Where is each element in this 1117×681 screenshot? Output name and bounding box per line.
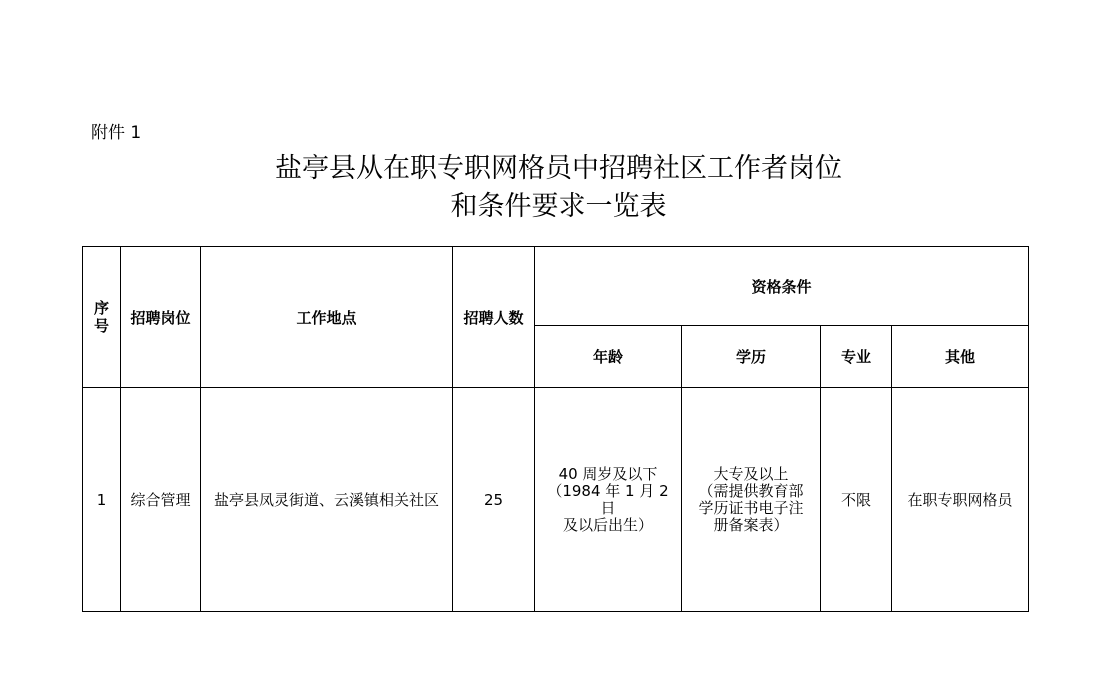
- header-age: 年龄: [535, 326, 682, 388]
- header-seq: [83, 247, 121, 388]
- header-position: 招聘岗位: [121, 247, 201, 388]
- header-qualifications: 资格条件: [535, 247, 1029, 326]
- cell-location: 盐亭县凤灵街道、云溪镇相关社区: [201, 388, 453, 612]
- table-row: [83, 388, 1029, 612]
- header-major: 专业: [821, 326, 892, 388]
- header-education: 学历: [682, 326, 821, 388]
- title-line-2: 和条件要求一览表: [450, 191, 667, 222]
- cell-education: [682, 388, 821, 612]
- header-row-1: [83, 247, 1029, 326]
- header-other: 其他: [892, 326, 1029, 388]
- cell-age-line-1: 40 周岁及以下: [558, 464, 658, 483]
- cell-age-line-3: 及以后出生）: [562, 515, 653, 534]
- cell-education-line-1: 大专及以上: [713, 464, 789, 483]
- cell-education-line-2: （需提供教育部: [698, 481, 804, 500]
- requirements-table: [82, 246, 1029, 612]
- cell-seq: 1: [83, 388, 121, 612]
- header-seq-line-1: 序: [93, 299, 109, 318]
- cell-major: 不限: [821, 388, 892, 612]
- attachment-label: 附件 1: [91, 123, 142, 143]
- cell-age-line-2: （1984 年 1 月 2 日: [547, 481, 669, 517]
- title-line-1: 盐亭县从在职专职网格员中招聘社区工作者岗位: [275, 153, 842, 184]
- header-location: 工作地点: [201, 247, 453, 388]
- header-seq-line-2: 号: [93, 317, 109, 336]
- header-count: 招聘人数: [453, 247, 535, 388]
- cell-education-line-4: 册备案表）: [713, 515, 789, 534]
- cell-education-line-3: 学历证书电子注: [698, 498, 804, 517]
- cell-position: 综合管理: [121, 388, 201, 612]
- cell-other: 在职专职网格员: [892, 388, 1029, 612]
- cell-age: [535, 388, 682, 612]
- cell-count: 25: [453, 388, 535, 612]
- document-title: [0, 150, 1117, 226]
